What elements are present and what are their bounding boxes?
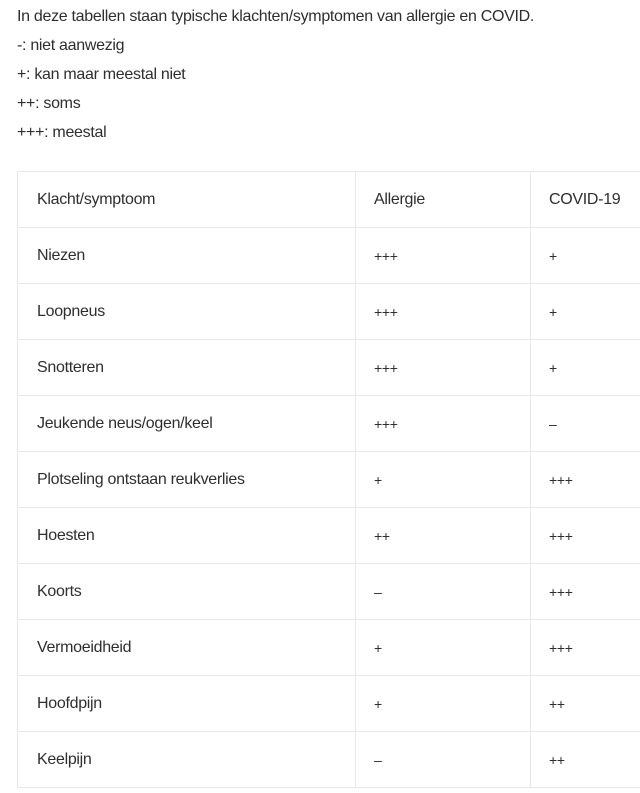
table-row	[18, 228, 640, 284]
covid-cell: +++	[531, 508, 640, 564]
covid-cell: ++	[531, 732, 640, 788]
symptom-cell: Jeukende neus/ogen/keel	[18, 396, 356, 452]
symptom-cell: Hoesten	[18, 508, 356, 564]
table-row	[18, 396, 640, 452]
table-row	[18, 732, 640, 788]
symptom-cell: Vermoeidheid	[18, 620, 356, 676]
covid-cell: +++	[531, 620, 640, 676]
table-row	[18, 620, 640, 676]
table-row	[18, 284, 640, 340]
allergy-cell: +	[356, 452, 531, 508]
allergy-cell: –	[356, 564, 531, 620]
covid-cell: ++	[531, 676, 640, 732]
table-row	[18, 340, 640, 396]
allergy-cell: +	[356, 676, 531, 732]
legend-item: ++: soms	[17, 95, 81, 112]
table-header-row	[18, 172, 640, 228]
table-row	[18, 452, 640, 508]
header-allergy: Allergie	[356, 172, 531, 228]
legend-item: +: kan maar meestal niet	[17, 66, 186, 83]
allergy-cell: +++	[356, 396, 531, 452]
allergy-cell: +++	[356, 228, 531, 284]
covid-cell: +	[531, 284, 640, 340]
legend-item: -: niet aanwezig	[17, 37, 125, 54]
table-row	[18, 508, 640, 564]
allergy-cell: +	[356, 620, 531, 676]
symptoms-table	[17, 171, 640, 788]
legend-item: +++: meestal	[17, 124, 107, 141]
table-row	[18, 564, 640, 620]
symptom-cell: Plotseling ontstaan reukverlies	[18, 452, 356, 508]
symptom-cell: Loopneus	[18, 284, 356, 340]
covid-cell: –	[531, 396, 640, 452]
header-symptom: Klacht/symptoom	[18, 172, 356, 228]
symptom-cell: Keelpijn	[18, 732, 356, 788]
allergy-cell: +++	[356, 284, 531, 340]
covid-cell: +++	[531, 452, 640, 508]
symptom-cell: Snotteren	[18, 340, 356, 396]
allergy-cell: ++	[356, 508, 531, 564]
allergy-cell: +++	[356, 340, 531, 396]
symptom-cell: Niezen	[18, 228, 356, 284]
table-row	[18, 676, 640, 732]
intro-text: In deze tabellen staan typische klachten/symptomen van allergie en COVID.	[17, 8, 535, 25]
symptom-cell: Hoofdpijn	[18, 676, 356, 732]
covid-cell: +	[531, 228, 640, 284]
header-covid: COVID-19	[531, 172, 640, 228]
symptom-cell: Koorts	[18, 564, 356, 620]
covid-cell: +++	[531, 564, 640, 620]
covid-cell: +	[531, 340, 640, 396]
allergy-cell: –	[356, 732, 531, 788]
intro	[17, 5, 534, 150]
